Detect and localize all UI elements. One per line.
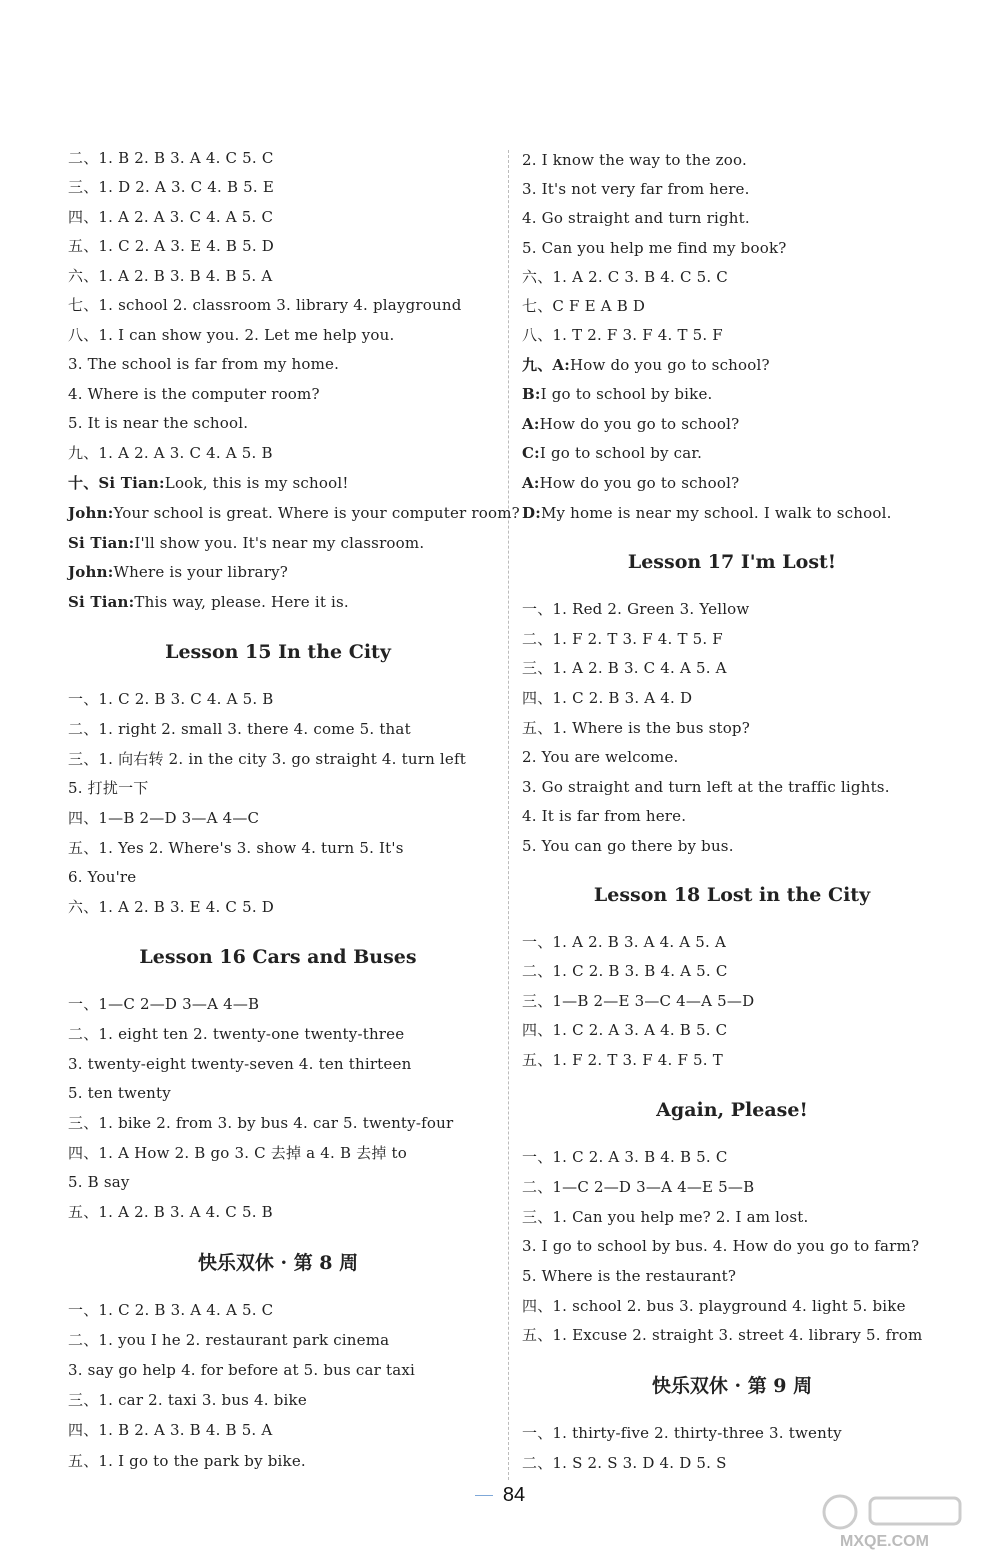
answer-text: 八、1. I can show you. 2. Let me help you. xyxy=(68,326,395,344)
lesson-heading: Lesson 16 Cars and Buses xyxy=(139,946,417,968)
answer-line xyxy=(68,778,148,798)
answer-text: 5. ten twenty xyxy=(68,1084,171,1102)
answer-text: 五、1. F 2. T 3. F 4. F 5. T xyxy=(522,1051,723,1069)
answer-line xyxy=(522,688,692,708)
answer-line xyxy=(522,1236,919,1256)
answer-text: I go to school by bike. xyxy=(540,385,713,403)
answer-line xyxy=(522,1050,723,1070)
answer-line xyxy=(522,355,770,375)
watermark-text: MXQE.COM xyxy=(840,1533,929,1550)
answer-text: 四、1. C 2. B 3. A 4. D xyxy=(522,689,693,707)
answer-text: 五、1. Yes 2. Where's 3. show 4. turn 5. It's xyxy=(68,839,404,857)
answer-text: 五、1. Where is the bus stop? xyxy=(522,719,750,737)
answer-line xyxy=(68,867,136,887)
answer-line xyxy=(68,503,520,523)
answer-text: 5. Can you help me find my book? xyxy=(522,239,787,257)
answer-line xyxy=(522,1266,736,1286)
column-divider xyxy=(508,150,509,1480)
answer-text: 四、1. C 2. A 3. A 4. B 5. C xyxy=(522,1021,728,1039)
answer-text: 3. say go help 4. for before at 5. bus car taxi xyxy=(68,1361,416,1379)
answer-text: 三、1. car 2. taxi 3. bus 4. bike xyxy=(68,1391,307,1409)
answer-line xyxy=(522,1453,727,1473)
answer-text: 二、1. B 2. B 3. A 4. C 5. C xyxy=(68,149,274,167)
answer-line xyxy=(68,207,273,227)
answer-line xyxy=(522,150,747,170)
answer-text: 二、1. F 2. T 3. F 4. T 5. F xyxy=(522,630,723,648)
answer-text: 4. It is far from here. xyxy=(522,807,687,825)
answer-text: 3. I go to school by bus. 4. How do you go to farm? xyxy=(522,1237,920,1255)
answer-text: 5. B say xyxy=(68,1173,130,1191)
answer-line xyxy=(68,384,320,404)
speaker-label: Si Tian: xyxy=(68,593,135,611)
answer-text: 五、1. I go to the park by bike. xyxy=(68,1452,306,1470)
answer-line xyxy=(522,1147,728,1167)
answer-text: 一、1—C 2—D 3—A 4—B xyxy=(68,995,260,1013)
answer-text: 六、1. A 2. B 3. B 4. B 5. A xyxy=(68,267,273,285)
answer-line xyxy=(522,414,739,434)
answer-line xyxy=(68,689,274,709)
answer-text: How do you go to school? xyxy=(539,474,740,492)
answer-line xyxy=(68,1420,272,1440)
lesson-heading: Again, Please! xyxy=(656,1099,808,1121)
answer-text: 5. 打扰一下 xyxy=(68,779,149,797)
answer-line xyxy=(68,236,274,256)
answer-text: My home is near my school. I walk to school. xyxy=(540,504,892,522)
speaker-label: D: xyxy=(522,504,541,522)
answer-text: 5. Where is the restaurant? xyxy=(522,1267,737,1285)
speaker-label: B: xyxy=(522,385,541,403)
answer-line xyxy=(68,1054,411,1074)
answer-text: 三、1. 向右转 2. in the city 3. go straight 4. turn left xyxy=(68,750,466,768)
answer-line xyxy=(522,1020,727,1040)
answer-line xyxy=(522,777,890,797)
answer-text: 2. You are welcome. xyxy=(522,748,679,766)
answer-text: 三、1—B 2—E 3—C 4—A 5—D xyxy=(522,992,755,1010)
answer-line xyxy=(68,325,394,345)
answer-line xyxy=(522,991,754,1011)
answer-text: 4. Go straight and turn right. xyxy=(522,209,750,227)
answer-text: How do you go to school? xyxy=(539,415,740,433)
answer-text: 二、1. you I he 2. restaurant park cinema xyxy=(68,1331,390,1349)
speaker-label: John: xyxy=(68,563,114,581)
speaker-label: John: xyxy=(68,504,114,522)
speaker-label: 十、Si Tian: xyxy=(68,474,165,492)
answer-line xyxy=(68,1300,273,1320)
answer-line xyxy=(68,808,259,828)
answer-text: 5. You can go there by bus. xyxy=(522,837,734,855)
answer-line xyxy=(522,806,686,826)
answer-text: 6. You're xyxy=(68,868,137,886)
answer-text: 三、1. D 2. A 3. C 4. B 5. E xyxy=(68,178,274,196)
speaker-label: 九、A: xyxy=(522,356,570,374)
answer-text: 四、1. A 2. A 3. C 4. A 5. C xyxy=(68,208,274,226)
answer-text: 六、1. A 2. C 3. B 4. C 5. C xyxy=(522,268,728,286)
answer-text: 五、1. A 2. B 3. A 4. C 5. B xyxy=(68,1203,273,1221)
answer-line xyxy=(522,629,723,649)
answer-line xyxy=(68,1451,306,1471)
answer-text: 3. Go straight and turn left at the traffic lights. xyxy=(522,778,890,796)
answer-line xyxy=(522,238,786,258)
answer-text: 七、C F E A B D xyxy=(522,297,646,315)
answer-text: 3. The school is far from my home. xyxy=(68,355,340,373)
answer-line xyxy=(68,295,462,315)
answer-line xyxy=(68,994,259,1014)
answer-text: 七、1. school 2. classroom 3. library 4. playground xyxy=(68,296,462,314)
answer-line xyxy=(68,719,411,739)
answer-text: 三、1. A 2. B 3. C 4. A 5. A xyxy=(522,659,727,677)
answer-line xyxy=(522,325,723,345)
answer-text: 一、1. C 2. B 3. C 4. A 5. B xyxy=(68,690,274,708)
answer-line xyxy=(522,1207,809,1227)
lesson-heading: Lesson 18 Lost in the City xyxy=(593,884,871,906)
answer-line xyxy=(68,1083,171,1103)
answer-line xyxy=(68,266,272,286)
speaker-label: C: xyxy=(522,444,540,462)
answer-line xyxy=(68,562,288,582)
lesson-heading: Lesson 15 In the City xyxy=(165,641,391,663)
answer-line xyxy=(68,592,349,612)
answer-text: 一、1. Red 2. Green 3. Yellow xyxy=(522,600,750,618)
answer-line xyxy=(522,718,750,738)
answer-line xyxy=(68,473,349,493)
answer-text: 4. Where is the computer room? xyxy=(68,385,320,403)
answer-text: Look, this is my school! xyxy=(164,474,349,492)
answer-text: 3. twenty-eight twenty-seven 4. ten thirteen xyxy=(68,1055,412,1073)
answer-line xyxy=(68,749,466,769)
speaker-label: A: xyxy=(522,474,540,492)
answer-line xyxy=(68,1113,453,1133)
answer-line xyxy=(522,1325,922,1345)
answer-line xyxy=(522,599,749,619)
lesson-heading: Lesson 17 I'm Lost! xyxy=(627,551,837,573)
answer-line xyxy=(522,443,702,463)
answer-text: 四、1. A How 2. B go 3. C 去掉 a 4. B 去掉 to xyxy=(68,1144,407,1162)
answer-line xyxy=(522,384,713,404)
answer-text: How do you go to school? xyxy=(569,356,770,374)
answer-line xyxy=(68,1172,130,1192)
answer-line xyxy=(522,473,739,493)
answer-text: 九、1. A 2. A 3. C 4. A 5. B xyxy=(68,444,273,462)
answer-text: 四、1. B 2. A 3. B 4. B 5. A xyxy=(68,1421,273,1439)
answer-line xyxy=(68,148,274,168)
answer-text: 五、1. Excuse 2. straight 3. street 4. library 5. from xyxy=(522,1326,923,1344)
answer-line xyxy=(522,747,679,767)
answer-text: Your school is great. Where is your computer room? xyxy=(113,504,520,522)
answer-text: 一、1. C 2. A 3. B 4. B 5. C xyxy=(522,1148,728,1166)
answer-line xyxy=(68,1143,407,1163)
answer-line xyxy=(68,1390,307,1410)
answer-line xyxy=(522,658,727,678)
lesson-heading: 快乐双休 · 第 9 周 xyxy=(651,1375,813,1397)
answer-text: This way, please. Here it is. xyxy=(134,593,349,611)
answer-text: 一、1. thirty-five 2. thirty-three 3. twenty xyxy=(522,1424,842,1442)
answer-line xyxy=(522,836,734,856)
answer-line xyxy=(68,177,274,197)
answer-text: Where is your library? xyxy=(113,563,288,581)
lesson-heading: 快乐双休 · 第 8 周 xyxy=(197,1252,359,1274)
answer-line xyxy=(522,961,728,981)
watermark-logo xyxy=(800,1490,980,1550)
answer-line xyxy=(522,208,750,228)
answer-line xyxy=(522,1177,754,1197)
answer-text: 5. It is near the school. xyxy=(68,414,249,432)
answer-line xyxy=(68,1024,404,1044)
answer-line xyxy=(68,443,273,463)
answer-line xyxy=(68,1360,415,1380)
speaker-label: A: xyxy=(522,415,540,433)
answer-text: I go to school by car. xyxy=(539,444,703,462)
answer-text: 二、1. eight ten 2. twenty-one twenty-three xyxy=(68,1025,405,1043)
answer-text: 二、1. S 2. S 3. D 4. D 5. S xyxy=(522,1454,727,1472)
watermark-circle-icon xyxy=(824,1496,856,1528)
answer-text: 三、1. bike 2. from 3. by bus 4. car 5. twenty-four xyxy=(68,1114,454,1132)
answer-text: 八、1. T 2. F 3. F 4. T 5. F xyxy=(522,326,723,344)
answer-line xyxy=(522,503,892,523)
answer-line xyxy=(68,1202,273,1222)
answer-text: 五、1. C 2. A 3. E 4. B 5. D xyxy=(68,237,274,255)
answer-text: 二、1. C 2. B 3. B 4. A 5. C xyxy=(522,962,728,980)
answer-line xyxy=(522,267,728,287)
answer-line xyxy=(522,932,726,952)
answer-text: 四、1—B 2—D 3—A 4—C xyxy=(68,809,260,827)
answer-text: 二、1—C 2—D 3—A 4—E 5—B xyxy=(522,1178,755,1196)
watermark-box-icon xyxy=(870,1498,960,1524)
page-number-dash xyxy=(475,1495,493,1496)
answer-line xyxy=(68,838,404,858)
answer-line xyxy=(522,179,750,199)
page-number-value: 84 xyxy=(502,1484,526,1506)
answer-text: 3. It's not very far from here. xyxy=(522,180,750,198)
answer-text: 三、1. Can you help me? 2. I am lost. xyxy=(522,1208,809,1226)
answer-text: I'll show you. It's near my classroom. xyxy=(134,534,425,552)
answer-line xyxy=(68,354,339,374)
answer-line xyxy=(68,1330,389,1350)
answer-line xyxy=(522,1296,906,1316)
answer-text: 四、1. school 2. bus 3. playground 4. light 5. bike xyxy=(522,1297,906,1315)
answer-text: 2. I know the way to the zoo. xyxy=(522,151,747,169)
answer-line xyxy=(522,1423,842,1443)
answer-line xyxy=(68,533,424,553)
answer-text: 一、1. C 2. B 3. A 4. A 5. C xyxy=(68,1301,274,1319)
answer-line xyxy=(68,897,274,917)
answer-text: 六、1. A 2. B 3. E 4. C 5. D xyxy=(68,898,274,916)
answer-text: 一、1. A 2. B 3. A 4. A 5. A xyxy=(522,933,727,951)
answer-line xyxy=(522,296,645,316)
speaker-label: Si Tian: xyxy=(68,534,135,552)
answer-text: 二、1. right 2. small 3. there 4. come 5. that xyxy=(68,720,411,738)
answer-line xyxy=(68,413,248,433)
